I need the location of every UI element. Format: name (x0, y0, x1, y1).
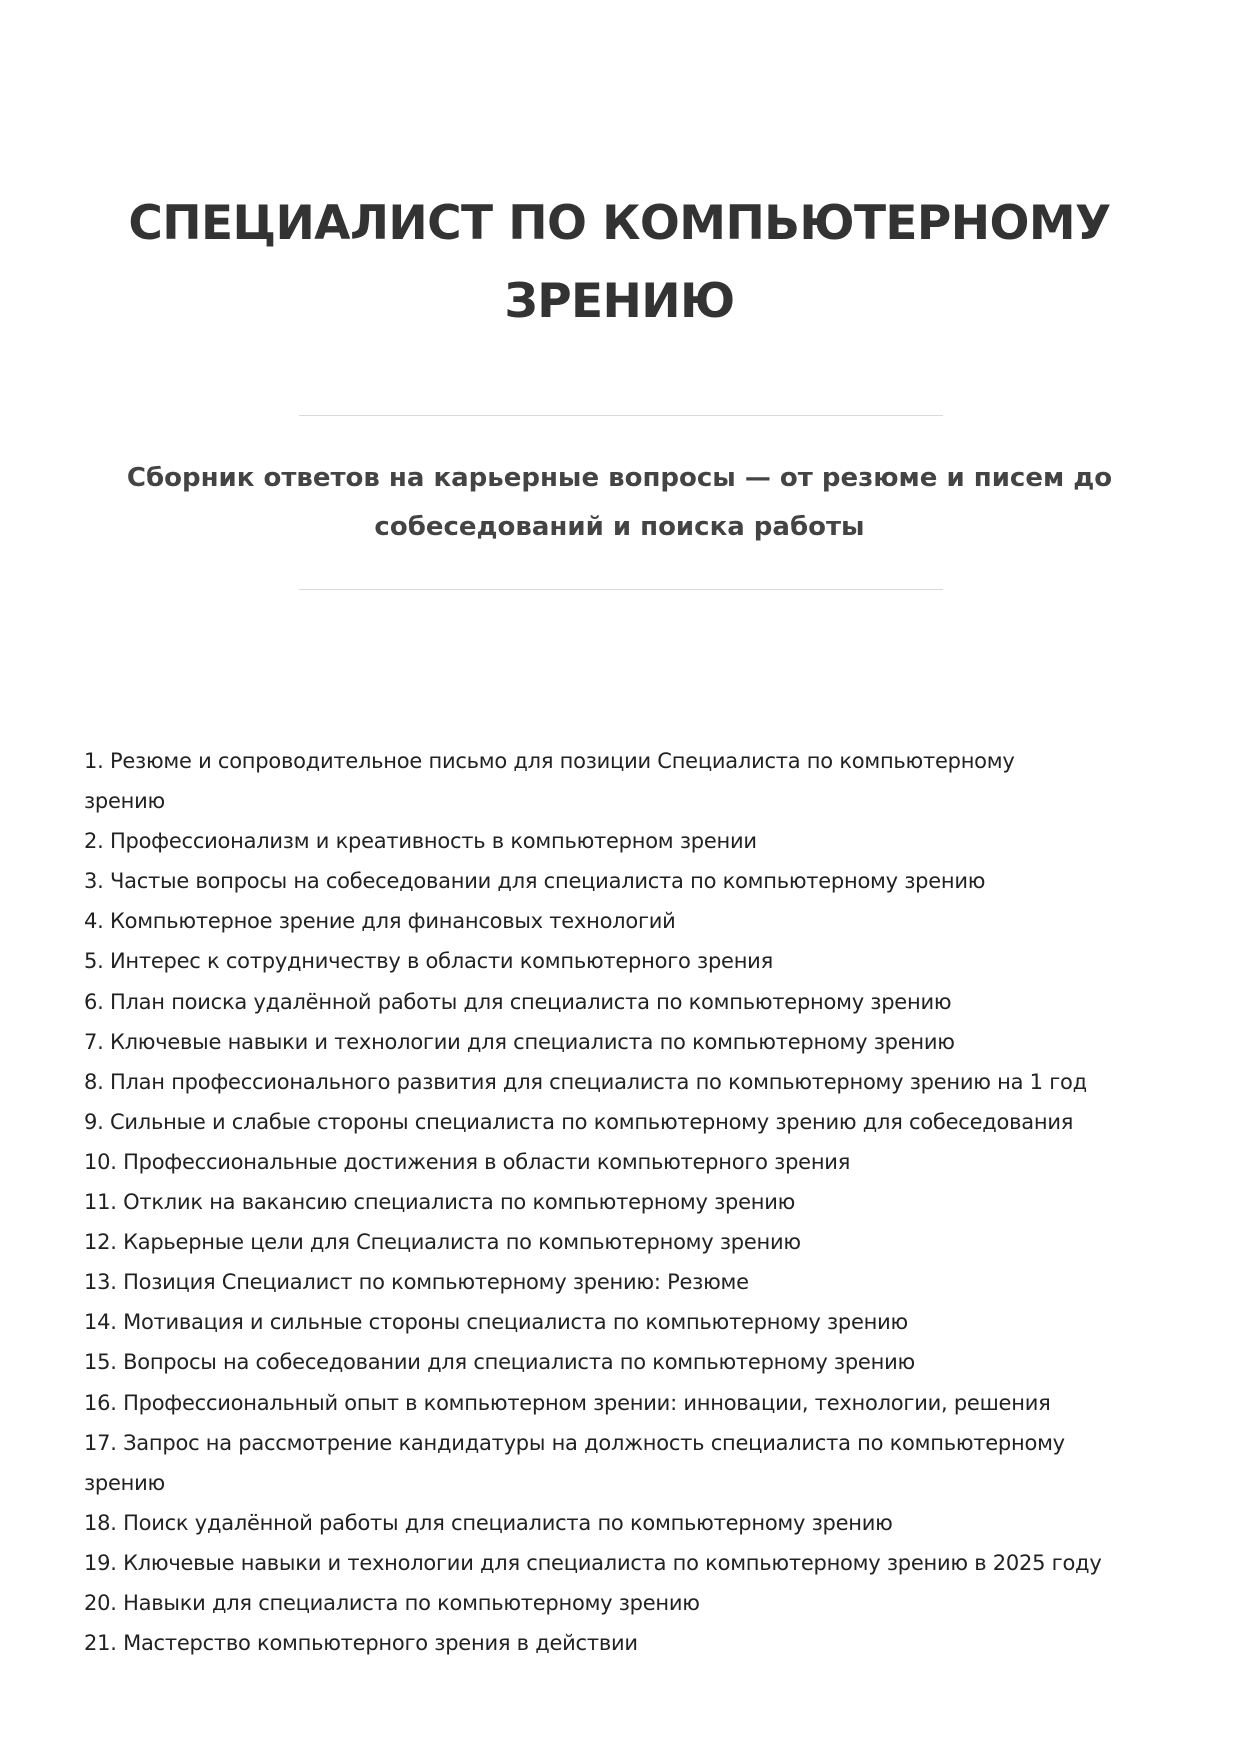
page-subtitle (0, 454, 1239, 552)
toc-line: зрению (84, 789, 165, 814)
toc-line: 17. Запрос на рассмотрение кандидатуры на должность специалиста по компьютерному (84, 1430, 1065, 1455)
page-title (0, 185, 1239, 341)
toc-line: 2. Профессионализм и креативность в компьютерном зрении (84, 829, 757, 854)
toc-line: 1. Резюме и сопроводительное письмо для позиции Специалиста по компьютерному (84, 749, 1015, 773)
toc-line: 8. План профессионального развития для специалиста по компьютерному зрению на 1 год (84, 1069, 1087, 1094)
toc-line: 15. Вопросы на собеседовании для специалиста по компьютерному зрению (84, 1350, 915, 1375)
toc-line: 12. Карьерные цели для Специалиста по компьютерному зрению (84, 1230, 801, 1255)
toc-line: 16. Профессиональный опыт в компьютерном зрении: инновации, технологии, решения (84, 1390, 1051, 1415)
divider-top (299, 415, 943, 416)
toc-line: 10. Профессиональные достижения в области компьютерного зрения (84, 1149, 851, 1174)
toc-line: 3. Частые вопросы на собеседовании для специалиста по компьютерному зрению (84, 869, 986, 894)
toc-line: 6. План поиска удалённой работы для специалиста по компьютерному зрению (84, 989, 952, 1014)
page-title-line: ЗРЕНИЮ (504, 274, 735, 329)
toc-line: 20. Навыки для специалиста по компьютерному зрению (84, 1590, 700, 1615)
toc-line: 11. Отклик на вакансию специалиста по компьютерному зрению (84, 1190, 796, 1215)
toc-line: 21. Мастерство компьютерного зрения в действии (84, 1631, 638, 1656)
toc-line: 14. Мотивация и сильные стороны специалиста по компьютерному зрению (84, 1310, 908, 1335)
toc-line: 9. Сильные и слабые стороны специалиста по компьютерному зрению для собеседования (84, 1109, 1074, 1134)
page-subtitle-line: собеседований и поиска работы (374, 512, 865, 542)
page-title-line: СПЕЦИАЛИСТ ПО КОМПЬЮТЕРНОМУ (128, 196, 1111, 251)
toc-line: 19. Ключевые навыки и технологии для специалиста по компьютерному зрению в 2025 году (84, 1550, 1102, 1575)
toc-line: зрению (84, 1470, 165, 1495)
toc-line: 4. Компьютерное зрение для финансовых технологий (84, 909, 676, 934)
toc-line: 18. Поиск удалённой работы для специалиста по компьютерному зрению (84, 1510, 893, 1535)
page-subtitle-line: Сборник ответов на карьерные вопросы — от резюме и писем до (126, 463, 1113, 493)
toc-line: 7. Ключевые навыки и технологии для специалиста по компьютерному зрению (84, 1029, 955, 1054)
divider-bottom (299, 589, 943, 590)
table-of-contents (84, 741, 1164, 1663)
toc-line: 5. Интерес к сотрудничеству в области компьютерного зрения (84, 949, 773, 974)
toc-line: 13. Позиция Специалист по компьютерному зрению: Резюме (84, 1270, 749, 1295)
